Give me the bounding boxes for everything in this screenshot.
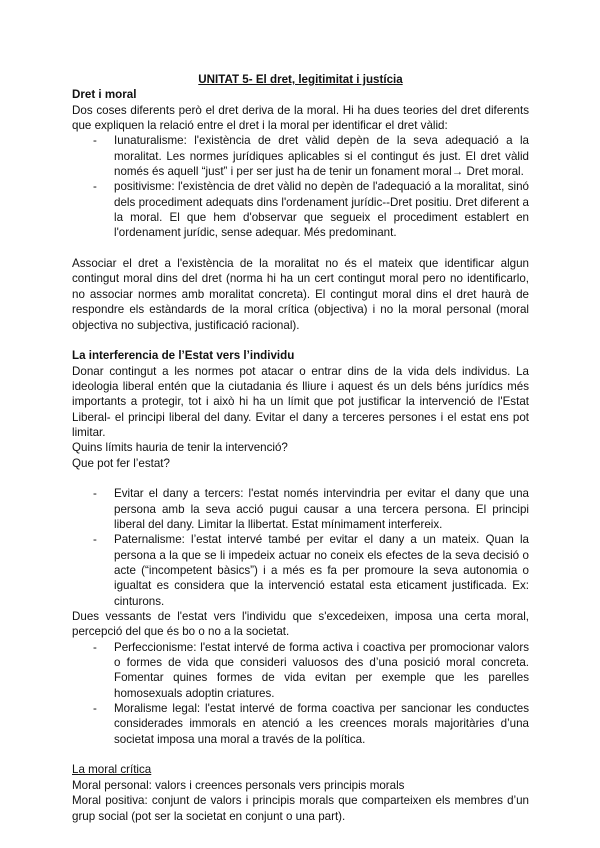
bullet-dash: - — [93, 533, 97, 547]
list-item — [93, 701, 529, 747]
section-heading-interferencia: La interferencia de l’Estat vers l’individu — [72, 349, 295, 363]
list-item — [93, 486, 529, 532]
list-item — [93, 640, 529, 701]
paragraph: Moral personal: valors i creences personals vers principis morals — [72, 778, 405, 792]
list-item-text: positivisme: l'existència de dret vàlid no depèn de l'adequació a la moralitat, sinó dels procediment adequats dins l'ordenament jurídic--Dret positiu. Dret diferent a la moral. El que hem d'observar que segueix el procediment establert en l'ordenament jurídic, sense adequar. Més predominant. — [114, 180, 529, 240]
document-title: UNITAT 5- El dret, legitimitat i justícia — [198, 73, 403, 86]
bullet-list — [72, 640, 529, 747]
bullet-list — [72, 133, 529, 240]
bullet-dash: - — [93, 134, 97, 148]
list-item — [93, 179, 529, 240]
question: Que pot fer l’estat? — [72, 456, 170, 470]
paragraph: Donar contingut a les normes pot atacar o entrar dins de la vida dels individus. La ideologia liberal entén que la ciutadania és lliure i aquest és un dels béns jurídics més importants a protegir, tot i això hi ha un límit que pot justificar la intervenció de l'Estat Liberal- el principi liberal del dany. Evitar el dany a terceres persones i el estat ens pot limitar. — [72, 364, 529, 439]
section-heading-moral-critica: La moral crítica — [72, 763, 152, 777]
bullet-dash: - — [93, 702, 97, 716]
bullet-list — [72, 486, 529, 609]
list-item-text: Evitar el dany a tercers: l'estat només intervindria per evitar el dany que una persona amb la seva acció pugui causar a una tercera persona. El principi liberal del dany. Limitar la llibertat. Estat mínimament interfereix. — [114, 487, 529, 531]
section-heading-dret-i-moral: Dret i moral — [72, 88, 137, 102]
list-item — [93, 133, 529, 179]
paragraph: Associar el dret a l'existència de la moralitat no és el mateix que identificar algun contingut moral dins del dret (norma hi ha un cert contingut moral pero no identificarlo, no associar normes amb moralitat concreta). El contingut moral dins el dret haurà de respondre els estàndards de la moral crítica (objectiva) i no la moral personal (moral objectiva no subjectiva, justificació racional). — [72, 257, 529, 332]
list-item-text: Moralisme legal: l'estat intervé de forma coactiva per sancionar les conductes considerades immorals en atenció a les creences morals majoritàries d’una societat imposa una moral a través de la política. — [114, 702, 529, 746]
bullet-dash: - — [93, 180, 97, 194]
question: Quins límits hauria de tenir la intervenció? — [72, 441, 288, 455]
list-item — [93, 532, 529, 609]
list-item-text: Perfeccionisme: l'estat intervé de forma activa i coactiva per promocionar valors o formes de vida que consideri valuosos des d’una posició moral concreta. Fomentar quines formes de vida evitan per exemple que les parelles homosexuals adoptin criatures. — [114, 640, 529, 700]
paragraph: Dues vessants de l'estat vers l'individu que s'excedeixen, imposa una certa moral, percepció del que és bo o no a la societat. — [72, 610, 529, 639]
paragraph: Dos coses diferents però el dret deriva de la moral. Hi ha dues teories del dret diferents que expliquen la relació entre el dret i la moral per identificar el dret vàlid: — [72, 103, 529, 133]
list-item-text: Paternalisme: l’estat intervé també per evitar el dany a un mateix. Quan la persona a la que se li impedeix actuar no coneix els efectes de la seva decisió o acte (“incompetent bàsics”) i a més es fa per promoure la seva autonomia o igualtat es considera que la intervenció estatal esta eticament justificada. Ex: cinturons. — [114, 533, 529, 608]
bullet-dash: - — [93, 640, 97, 654]
document-page — [72, 72, 529, 824]
paragraph: Moral positiva: conjunt de valors i principis morals que comparteixen els membres d’un grup social (pot ser la societat en conjunt o una part). — [72, 794, 529, 823]
bullet-dash: - — [93, 487, 97, 501]
list-item-text: Iunaturalisme: l'existència de dret vàlid depèn de la seva adequació a la moralitat. Les normes jurídiques aplicables si el contingut és just. El dret vàlid només és aquell “just” i per ser just ha de tenir un fonament moral→ Dret moral. — [114, 134, 529, 179]
